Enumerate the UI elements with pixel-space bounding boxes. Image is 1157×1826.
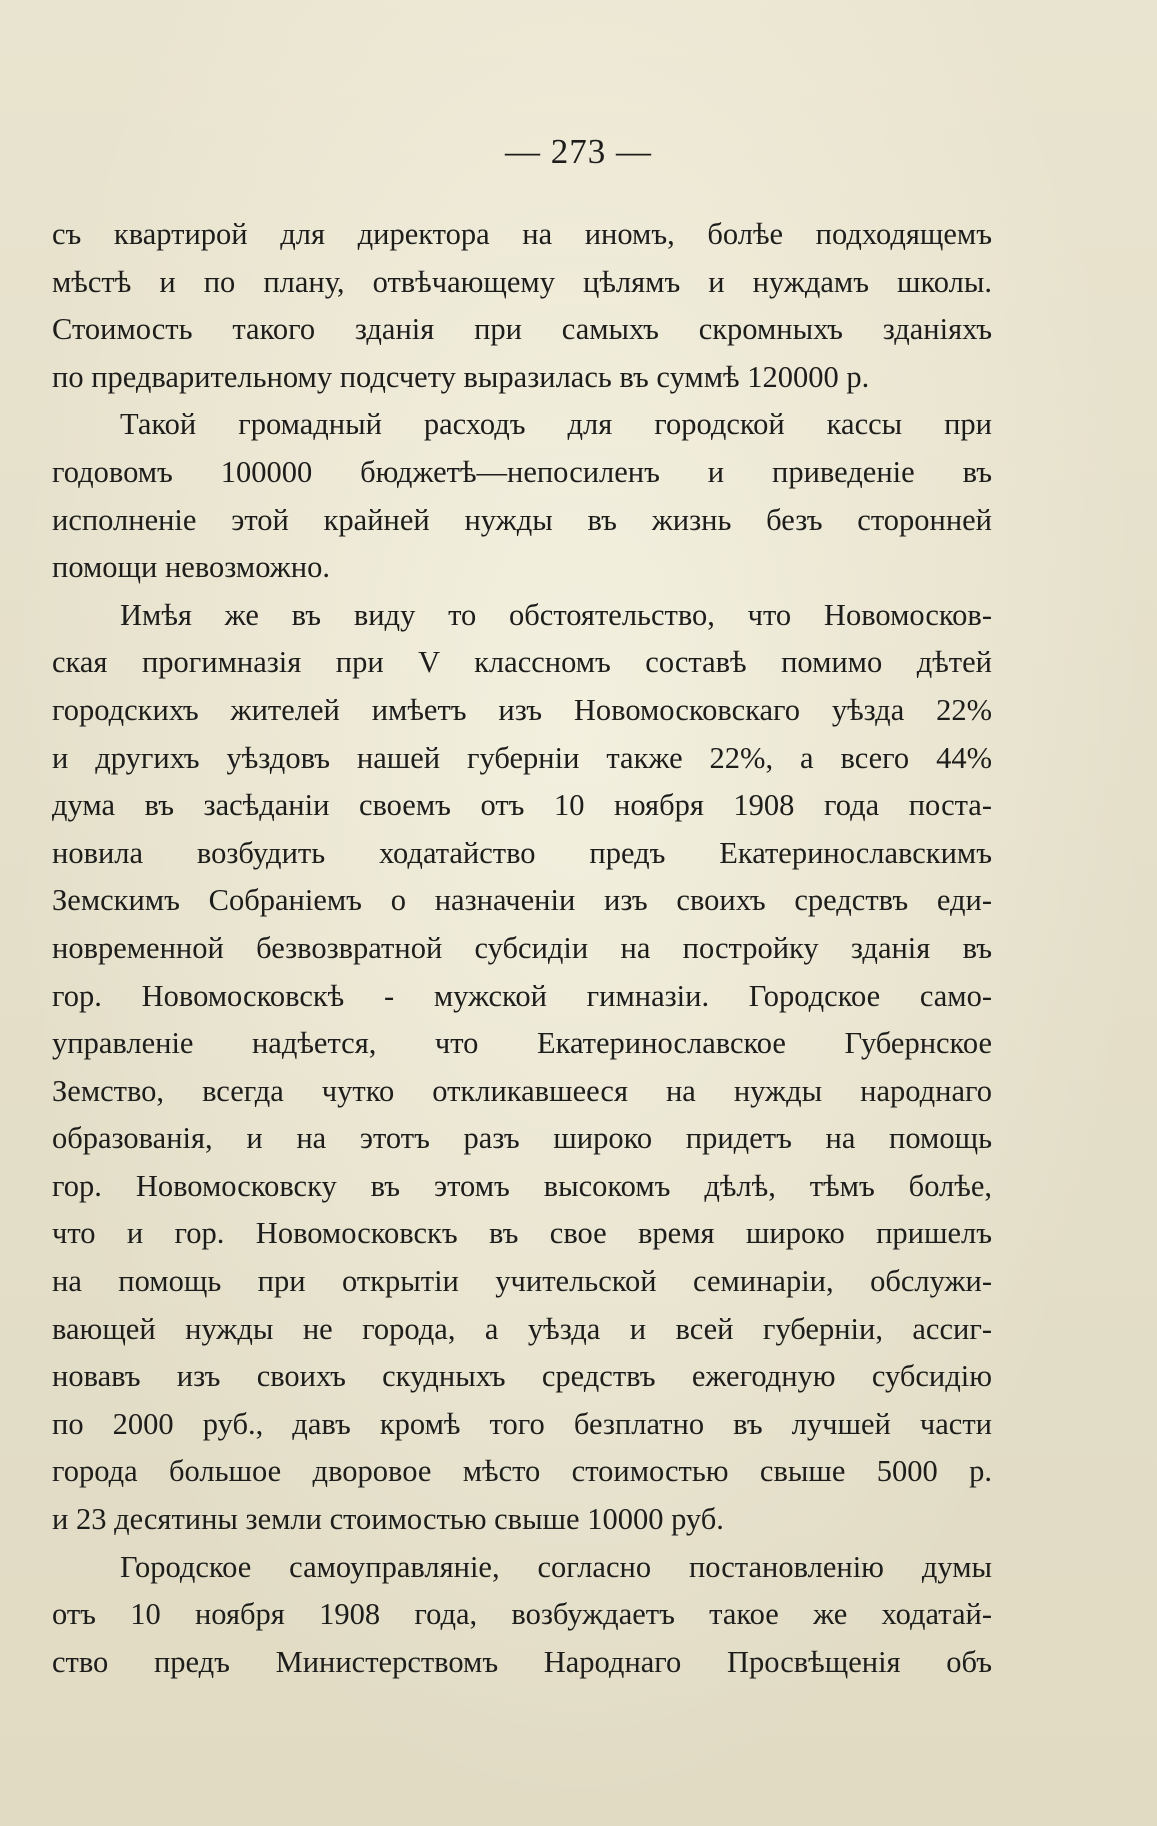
text-line: вающей нужды не города, а уѣзда и всей губерніи, ассиг- <box>52 1311 992 1346</box>
page-number: — 273 — <box>505 132 652 171</box>
text-line: и другихъ уѣздовъ нашей губерніи также 22%, а всего 44% <box>52 740 992 775</box>
text-line: Городское самоуправляніе, согласно постановленію думы <box>120 1549 992 1584</box>
text-line: гор. Новомосковскѣ - мужской гимназіи. Городское само- <box>52 978 992 1013</box>
text-line: мѣстѣ и по плану, отвѣчающему цѣлямъ и нуждамъ школы. <box>52 264 992 299</box>
text-line: новавъ изъ своихъ скудныхъ средствъ ежегодную субсидію <box>52 1359 992 1394</box>
text-line: помощи невозможно. <box>52 550 330 585</box>
text-line: дума въ засѣданіи своемъ отъ 10 ноября 1908 года поста- <box>52 788 992 823</box>
text-line: по предварительному подсчету выразилась въ суммѣ 120000 р. <box>52 359 870 394</box>
text-line: исполненіе этой крайней нужды въ жизнь безъ сторонней <box>52 502 992 537</box>
text-line: на помощь при открытіи учительской семинаріи, обслужи- <box>52 1264 992 1299</box>
text-line: образованія, и на этотъ разъ широко придетъ на помощь <box>52 1121 992 1156</box>
text-line: годовомъ 100000 бюджетѣ—непосиленъ и приведеніе въ <box>52 454 992 489</box>
text-line: Земство, всегда чутко откликавшееся на нужды народнаго <box>52 1073 992 1108</box>
text-line: и 23 десятины земли стоимостью свыше 10000 руб. <box>52 1502 724 1537</box>
text-line: ство предъ Министерствомъ Народнаго Просвѣщенія объ <box>52 1644 992 1679</box>
text-line: новременной безвозвратной субсидіи на постройку зданія въ <box>52 930 992 965</box>
text-line: Такой громадный расходъ для городской кассы при <box>120 407 992 442</box>
text-line: отъ 10 ноября 1908 года, возбуждаетъ такое же ходатай- <box>52 1597 992 1632</box>
text-line: съ квартирой для директора на иномъ, болѣе подходящемъ <box>52 217 992 251</box>
text-line: что и гор. Новомосковскъ въ свое время широко пришелъ <box>52 1216 992 1251</box>
text-line: Имѣя же въ виду то обстоятельство, что Новомосков- <box>120 597 992 632</box>
text-line: ская прогимназія при V классномъ составѣ помимо дѣтей <box>52 645 992 680</box>
text-line: новила возбудить ходатайство предъ Екатеринославскимъ <box>52 835 992 870</box>
text-line: управленіе надѣется, что Екатеринославское Губернское <box>52 1026 992 1061</box>
text-line: городскихъ жителей имѣетъ изъ Новомосковскаго уѣзда 22% <box>52 692 992 727</box>
text-line: гор. Новомосковску въ этомъ высокомъ дѣлѣ, тѣмъ болѣе, <box>52 1168 992 1203</box>
body-text <box>52 211 992 1686</box>
text-line: Стоимость такого зданія при самыхъ скромныхъ зданіяхъ <box>52 312 992 347</box>
text-line: города большое дворовое мѣсто стоимостью свыше 5000 р. <box>52 1454 992 1489</box>
text-line: по 2000 руб., давъ кромѣ того безплатно въ лучшей части <box>52 1406 992 1441</box>
text-line: Земскимъ Собраніемъ о назначеніи изъ своихъ средствъ еди- <box>52 883 992 918</box>
